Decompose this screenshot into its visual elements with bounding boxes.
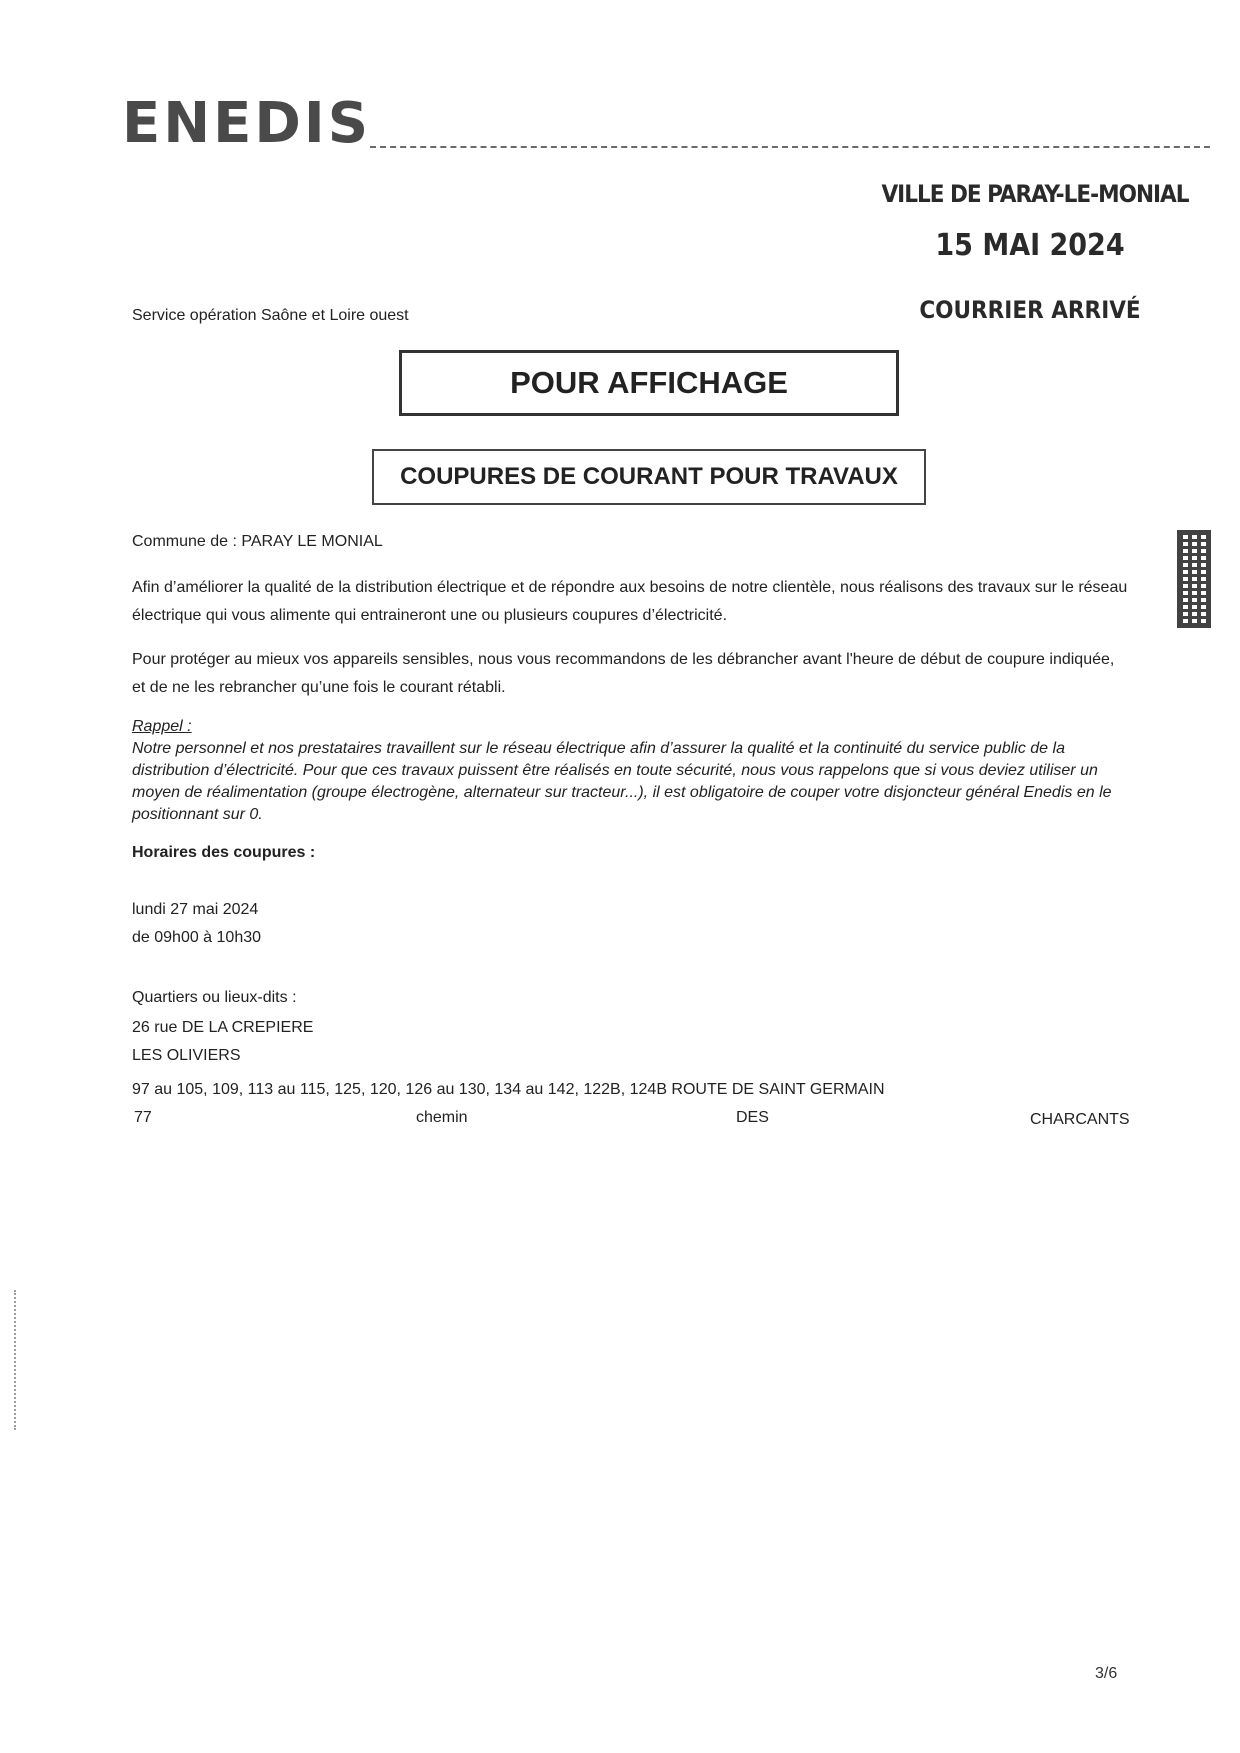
display-label: POUR AFFICHAGE <box>510 365 788 400</box>
locations-heading: Quartiers ou lieux-dits : <box>132 989 297 1006</box>
location-part: 77 <box>134 1109 152 1126</box>
title-box <box>372 449 926 505</box>
schedule-day: lundi 27 mai 2024 <box>132 901 259 918</box>
stamp-date: 15 MAI 2024 <box>935 228 1125 263</box>
location-item: 26 rue DE LA CREPIERE <box>132 1019 314 1036</box>
paragraph-advice: Pour protéger au mieux vos appareils sensibles, nous vous recommandons de les débrancher avant l'heure de début de coupure indiquée, et de ne les rebrancher qu’une fois le courant rétabli. <box>132 651 1115 696</box>
location-item: 97 au 105, 109, 113 au 115, 125, 120, 126 au 130, 134 au 142, 122B, 124B ROUTE DE SAINT GERMAIN <box>132 1081 885 1098</box>
rappel-text: Notre personnel et nos prestataires travaillent sur le réseau électrique afin d’assurer la qualité et la continuité du service public de la distribution d’électricité. Pour que ces travaux puissent être réalisés en toute sécurité, nous vous rappelons que si vous deviez utiliser un moyen de réalimentation (groupe électrogène, alternateur sur tracteur...), il est obligatoire de couper votre disjoncteur général Enedis en le positionnant sur 0. <box>132 740 1112 823</box>
enedis-logo: ENEDIS <box>122 91 372 156</box>
scan-specks <box>14 1290 18 1430</box>
page-number: 3/6 <box>1095 1665 1118 1682</box>
schedule-heading: Horaires des coupures : <box>132 844 316 861</box>
qr-code-icon <box>1177 530 1211 628</box>
location-part: CHARCANTS <box>1030 1111 1130 1128</box>
schedule-time: de 09h00 à 10h30 <box>132 929 262 946</box>
location-part: chemin <box>416 1109 468 1126</box>
display-label-box <box>399 350 899 416</box>
commune: Commune de : PARAY LE MONIAL <box>132 533 383 550</box>
rappel-block <box>132 716 1132 826</box>
page-title: COUPURES DE COURANT POUR TRAVAUX <box>400 463 898 490</box>
stamp-mail: COURRIER ARRIVÉ <box>919 296 1141 324</box>
location-item: LES OLIVIERS <box>132 1047 241 1064</box>
header-rule <box>370 146 1210 148</box>
stamp-town: VILLE DE PARAY-LE-MONIAL <box>881 180 1189 208</box>
service-name: Service opération Saône et Loire ouest <box>132 307 409 324</box>
paragraph-intro: Afin d’améliorer la qualité de la distribution électrique et de répondre aux besoins de notre clientèle, nous réalisons des travaux sur le réseau électrique qui vous alimente qui entraineront une ou plusieurs coupures d’électricité. <box>132 579 1128 624</box>
rappel-label: Rappel : <box>132 718 192 735</box>
location-part: DES <box>736 1109 769 1126</box>
